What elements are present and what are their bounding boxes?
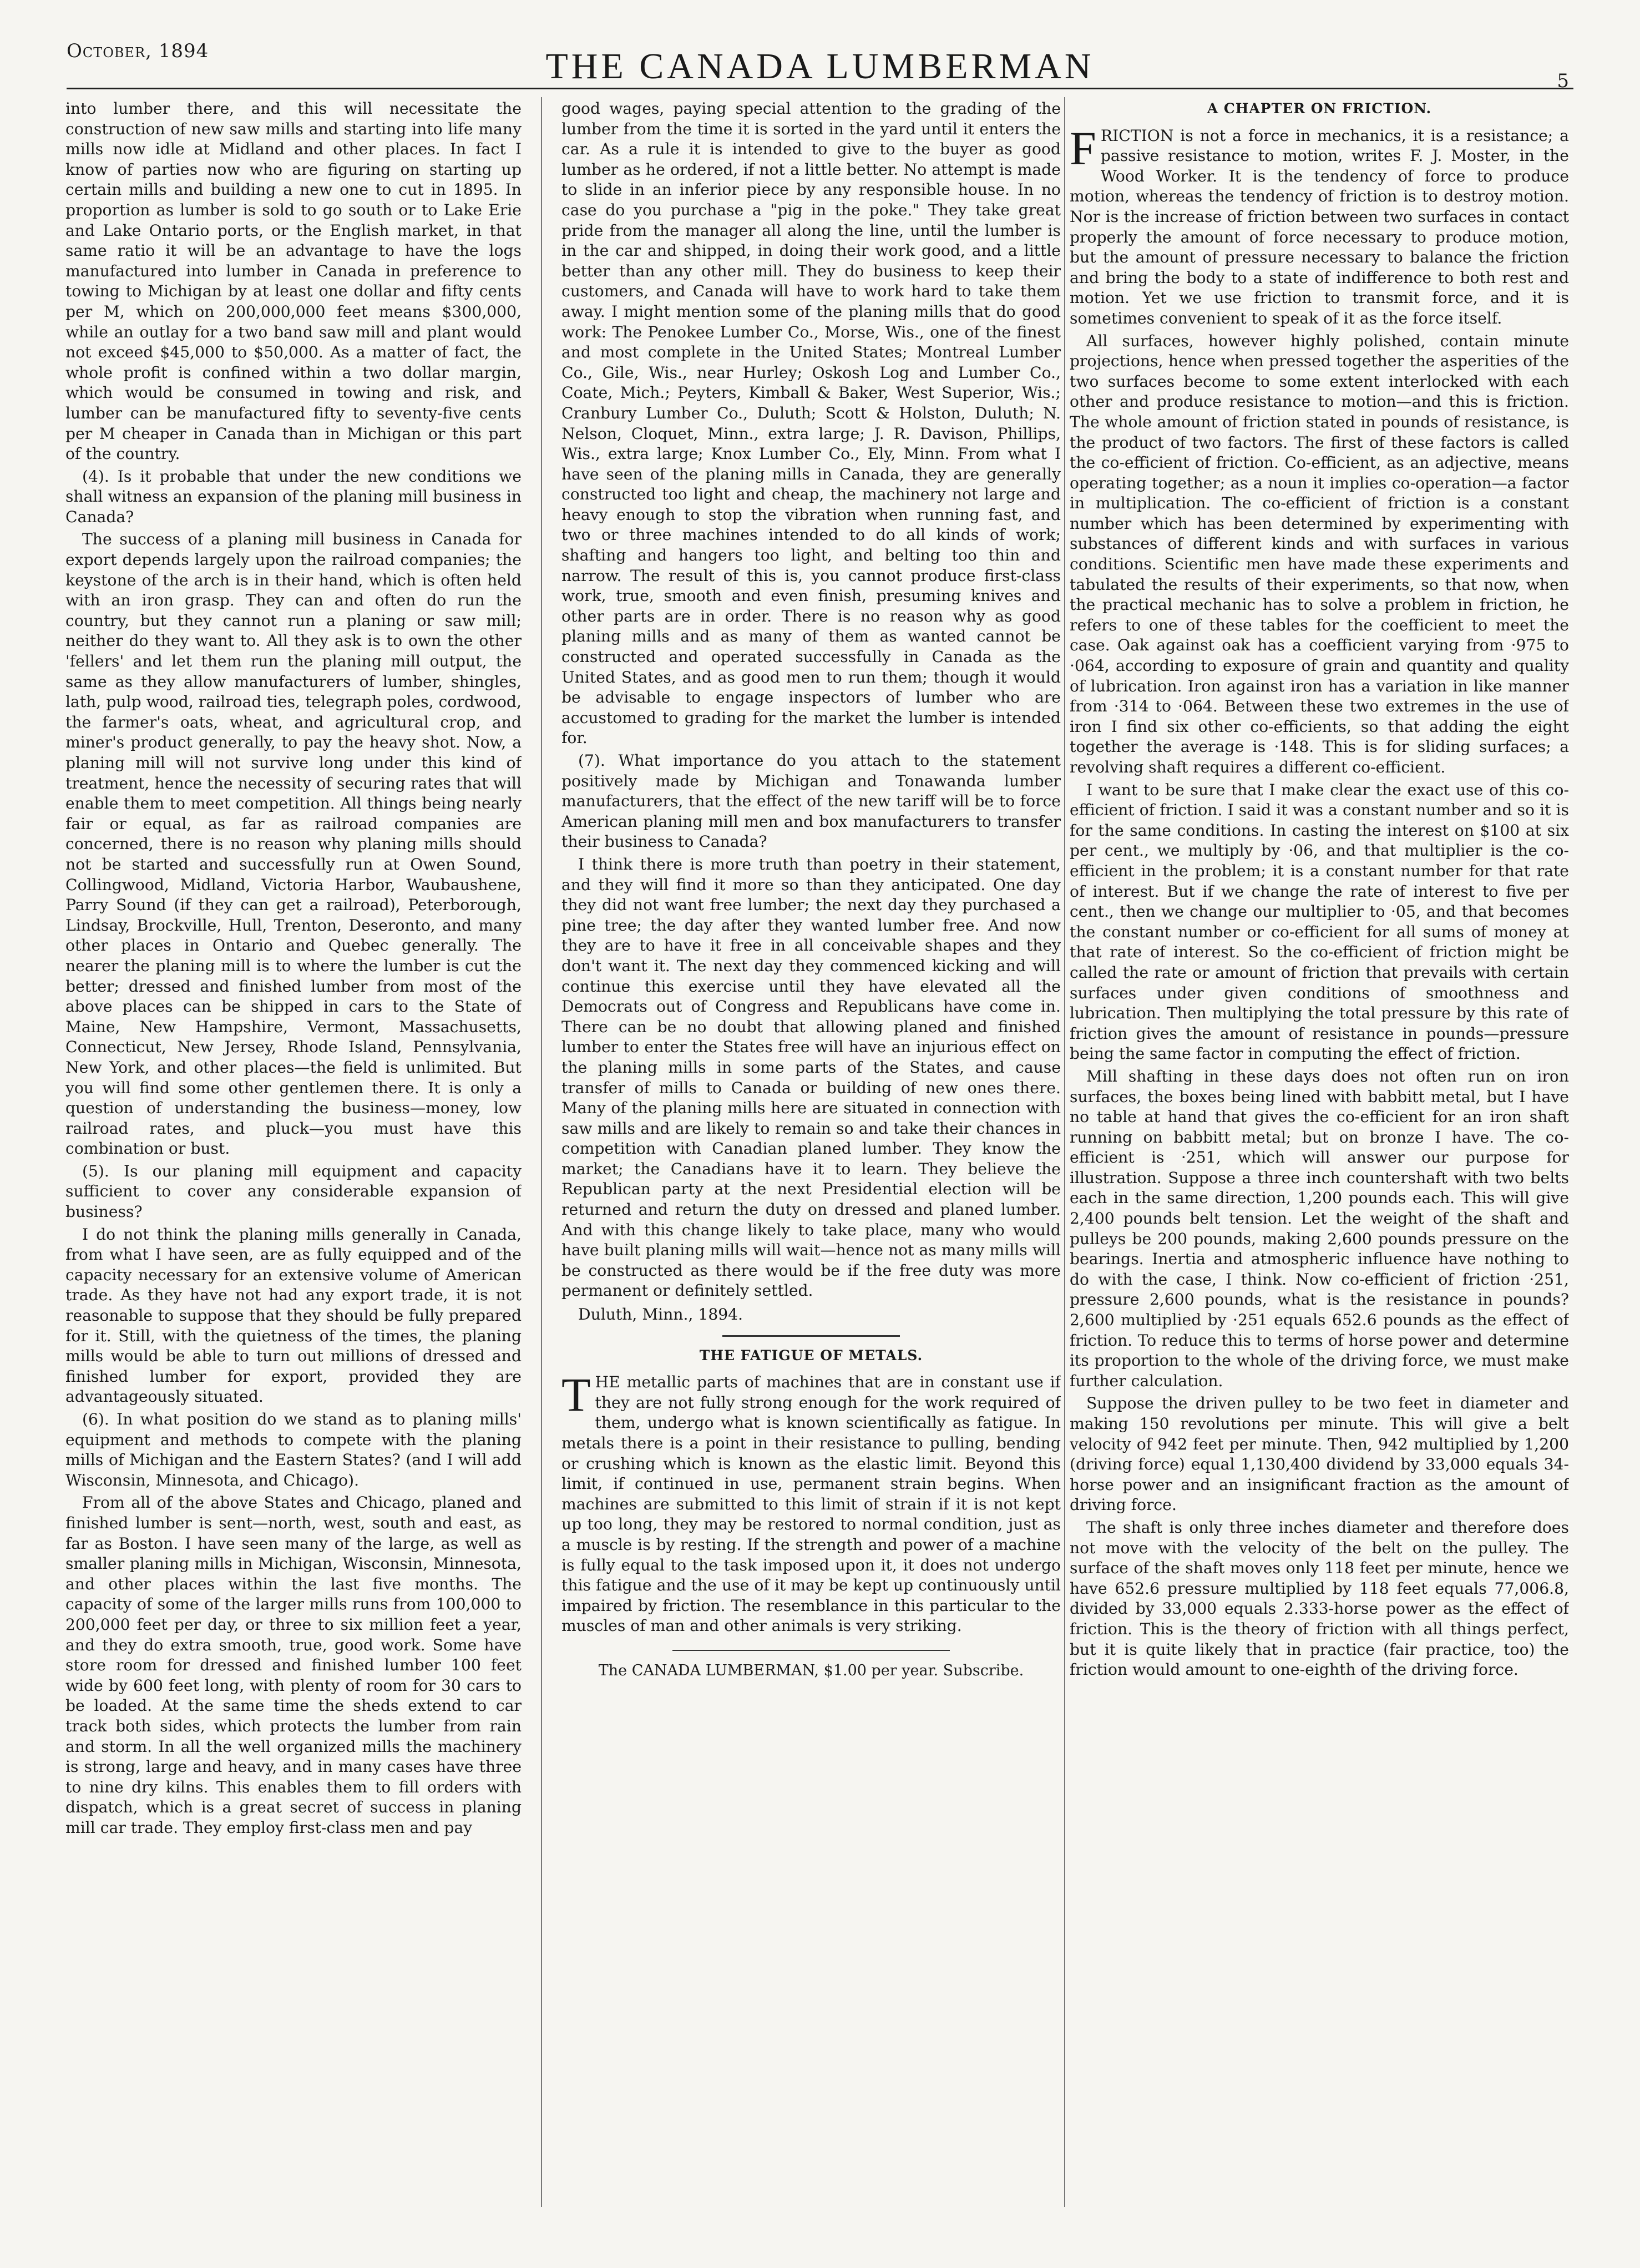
question-paragraph: (4). Is it probable that under the new conditions we shall witness an expansion of the planing mill business in Canada? xyxy=(65,467,522,526)
paragraph: good wages, paying special attention to the grading of the lumber from the time it is sorted in the yard until it enters the car. As a rule it is intended to give to the buyer as good lumber as he ordered, if not a little better. No attempt is made to slide in an inferior piece by any responsible house. In no case do you purchase a "pig in the poke." They take great pride from the manager all along the line, until the lumber is in the car and shipped, in doing their work good, and a little better than any other mill. They do business to keep their customers, and Canada will have to work hard to take them away. I might mention some of the planing mills that do good work: The Penokee Lumber Co., Morse, Wis., one of the finest and most complete in the United States; Montreal Lumber Co., Gile, Wis., near Hurley; Oskosh Log and Lumber Co., Coate, Mich.; Peyters, Kimball & Baker, West Superior, Wis.; Cranbury Lumber Co., Duluth; Scott & Holston, Duluth; N. Nelson, Cloquet, Minn., extra large; J. R. Davison, Phillips, Wis., extra large; Knox Lumber Co., Ely, Minn. From what I have seen of the planing mills in Canada, they are generally constructed too light and cheap, the machinery not large and heavy enough to stop the vibration when running fast, and two or three machines intended to do all kinds of work; shafting and hangers too light, and belting too thin and narrow. The result of this is, you cannot produce first-class work, true, smooth and even finish, presuming knives and other parts are in order. There is no reason why as good planing mills and as many of them as wanted cannot be constructed and operated successfully in Canada as the United States, and as good men to run them; though it would be advisable to engage inspectors of lumber who are accustomed to grading for the market the lumber is intended for. xyxy=(561,99,1061,747)
masthead-rule xyxy=(67,88,1573,89)
section-rule xyxy=(672,1650,950,1651)
drop-cap: F xyxy=(1070,121,1096,175)
fatigue-heading: THE FATIGUE OF METALS. xyxy=(699,1347,923,1363)
section-rule xyxy=(722,1335,900,1337)
drop-cap: T xyxy=(561,1368,591,1422)
question-paragraph: (7). What importance do you attach to the statement positively made by Michigan and Tonawanda lumber manufacturers, that the effect of the new tariff will be to force American planing mill men and box manufacturers to transfer their business to Canada? xyxy=(561,751,1061,851)
column-2 xyxy=(561,99,1061,2213)
column-divider xyxy=(1064,97,1065,2207)
paragraph: The shaft is only three inches diameter and therefore does not move with the velocity of the belt on the pulley. The surface of the shaft moves only 118 feet per minute, hence we have 652.6 pressure multiplied by 118 feet equals 77,006.8, divided by 33,000 equals 2.333-horse power as the effect of friction. This is the theory of friction with all things perfect, but it is quite likely that in practice (fair practice, too) the friction would amount to one-eighth of the driving force. xyxy=(1070,1518,1569,1679)
paragraph: The success of a planing mill business in Canada for export depends largely upon the railroad companies; the keystone of the arch is in their hand, which is often held with an iron grasp. They can and often do run the country, but they cannot run a planing or saw mill; neither do they want to. All they ask is to own the other 'fellers' and let them run the planing mill output, the same as they allow manufacturers of lumber, shingles, lath, pulp wood, railroad ties, telegraph poles, cordwood, the farmer's oats, wheat, and agricultural crop, and miner's product generally, to pay the heavy shot. Now, a planing mill will not survive long under this kind of treatment, hence the necessity of securing rates that will enable them to meet competition. All things being nearly fair or equal, as far as railroad companies are concerned, there is no reason why planing mills should not be started and successfully run at Owen Sound, Collingwood, Midland, Victoria Harbor, Waubaushene, Parry Sound (if they can get a railroad), Peterborough, Lindsay, Brockville, Hull, Trenton, Deseronto, and many other places in Ontario and Quebec generally. The nearer the planing mill is to where the lumber is cut the better; dressed and finished lumber from most of the above places can be shipped in cars to the State of Maine, New Hampshire, Vermont, Massachusetts, Connecticut, New Jersey, Rhode Island, Pennsylvania, New York, and other places—the field is unlimited. But you will find some other gentlemen there. It is only a question of understanding the business—money, low railroad rates, and pluck—you must have this combination or bust. xyxy=(65,530,522,1158)
paragraph: into lumber there, and this will necessitate the construction of new saw mills and starting into life many mills now idle at Midland and other places. In fact I know of parties now who are figuring on starting up certain mills and building a new one to cut in 1895. In proportion as lumber is sold to go south or to Lake Erie and Lake Ontario ports, or the English market, in that same ratio it will be an advantage to have the logs manufactured into lumber in Canada in preference to towing to Michigan by at least one dollar and fifty cents per M, which on 200,000,000 feet means $300,000, while an outlay for a two band saw mill and plant would not exceed $45,000 to $50,000. As a matter of fact, the whole profit is confined within a two dollar margin, which would be consumed in towing and risk, and lumber can be manufactured fifty to seventy-five cents per M cheaper in Canada than in Michigan or this part of the country. xyxy=(65,99,522,463)
paragraph: I do not think the planing mills generally in Canada, from what I have seen, are as fully equipped and of the capacity necessary for an extensive volume of American trade. As they have not had any export trade, it is not reasonable to suppose that they should be fully prepared for it. Still, with the quietness of the times, the planing mills would be able to turn out millions of dressed and finished lumber for export, provided they are advantageously situated. xyxy=(65,1225,522,1406)
page-number: 5 xyxy=(1557,70,1569,92)
issue-date: October, 1894 xyxy=(67,40,209,62)
subscription-notice: The CANADA LUMBERMAN, $1.00 per year. Subscribe. xyxy=(598,1661,1024,1679)
fatigue-text: HE metallic parts of machines that are in constant use if they are not fully strong enough for the work required of them, undergo what is known scientifically as fatigue. In metals there is a point in their resistance to pulling, bending or crushing which is known as the elastic limit. Beyond this limit, if continued in use, permanent strain begins. When machines are submitted to this limit of strain if it is not kept up too long, they may be restored to normal condition, just as a muscle is by resting. If the strength and power of a machine is fully equal to the task imposed upon it, it does not undergo this fatigue and the use of it may be kept up continuously until impaired by friction. The resemblance in this particular to the muscles of man and other animals is very striking. xyxy=(561,1373,1061,1635)
paragraph: Suppose the driven pulley to be two feet in diameter and making 150 revolutions per minute. This will give a belt velocity of 942 feet per minute. Then, 942 multiplied by 1,200 (driving force) equal 1,130,400 dividend by 33,000 equals 34-horse power and an insignificant fraction as the amount of driving force. xyxy=(1070,1394,1569,1514)
question-paragraph: (5). Is our planing mill equipment and capacity sufficient to cover any considerable expansion of business? xyxy=(65,1161,522,1221)
friction-intro-text: RICTION is not a force in mechanics, it is a resistance; a passive resistance to motion, writes F. J. Moster, in the Wood Worker. It is the tendency of force to produce motion, whereas the tendency of friction is to destroy motion. Nor is the increase of friction between two surfaces in contact properly the amount of force necessary to produce motion, but the amount of pressure necessary to balance the friction and bring the body to a state of indifference to both rest and motion. Yet we use friction to transmit force, and it is sometimes convenient to speak of it as the force itself. xyxy=(1070,126,1569,327)
dateline: Duluth, Minn., 1894. xyxy=(578,1305,743,1324)
friction-intro xyxy=(1070,121,1569,329)
paragraph: Mill shafting in these days does not often run on iron surfaces, the boxes being lined with babbitt metal, but I have no table at hand that gives the co-efficient for an iron shaft running on babbitt metal; but on bronze I have. The co-efficient is ·251, which will answer our purpose for illustration. Suppose a three inch countershaft with two belts each in the same direction, 1,200 pounds each. This will give 2,400 pounds belt tension. Let the weight of the shaft and pulleys be 200 pounds, making 2,600 pounds pressure on the bearings. Inertia and atmospheric influence have nothing to do with the case, I think. Now co-efficient of friction ·251, pressure 2,600 pounds, what is the resistance in pounds? 2,600 multiplied by ·251 equals 652.6 pounds as the effect of friction. To reduce this to terms of horse power and determine its proportion to the whole of the driving force, we must make further calculation. xyxy=(1070,1067,1569,1390)
paragraph: I think there is more truth than poetry in their statement, and they will find it more so than they anticipated. One day they did not want free lumber; the next day they purchased a pine tree; the day after they wanted lumber free. And now they are to have it free in all conceivable shapes and they don't want it. The next day they commenced kicking and will continue this exercise until they have elevated all the Democrats out of Congress and Republicans have come in. There can be no doubt that allowing planed and finished lumber to enter the States free will have an injurious effect on the planing mills in some parts of the States, and cause transfer of mills to Canada or building of new ones there. Many of the planing mills here are situated in connection with saw mills and are likely to remain so and take their chances in competition with Canadian planed lumber. They know the market; the Canadians have it to learn. They believe the Republican party at the next Presidential election will be returned and return the duty on dressed and planed lumber. And with this change likely to take place, many who would have built planing mills will wait—hence not as many mills will be constructed as there would be if the free duty was more permanent or definitely settled. xyxy=(561,855,1061,1300)
column-1 xyxy=(65,99,522,2213)
column-divider xyxy=(541,97,542,2207)
question-paragraph: (6). In what position do we stand as to planing mills' equipment and methods to compete with the planing mills of Michigan and the Eastern States? (and I will add Wisconsin, Minnesota, and Chicago). xyxy=(65,1410,522,1489)
paragraph: I want to be sure that I make clear the exact use of this co-efficient of friction. I said it was a constant number and so it is for the same conditions. In casting the interest on $100 at six per cent., we multiply by ·06, and that multiplier is the co-efficient in the problem; it is a constant number for that rate of interest. But if we change the rate of interest to five per cent., then we change our multiplier to ·05, and that becomes the constant number or co-efficient for all sums of money at that rate of interest. So the co-efficient of friction might be called the rate or amount of friction that prevails with certain surfaces under given conditions of smoothness and lubrication. Then multiplying the total pressure by this rate of friction gives the amount of resistance in pounds—pressure being the same factor in computing the effect of friction. xyxy=(1070,780,1569,1063)
paragraph: From all of the above States and Chicago, planed and finished lumber is sent—north, west, south and east, as far as Boston. I have seen many of the large, as well as smaller planing mills in Michigan, Wisconsin, Minnesota, and other places within the last five months. The capacity of some of the larger mills runs from 100,000 to 200,000 feet per day, or three to six million feet a year, and they do extra smooth, true, good work. Some have store room for dressed and finished lumber 100 feet wide by 600 feet long, with plenty of room for 30 cars to be loaded. At the same time the sheds extend to car track both sides, which protects the lumber from rain and storm. In all the well organized mills the machinery is strong, large and heavy, and in many cases have three to nine dry kilns. This enables them to fill orders with dispatch, which is a great secret of success in planing mill car trade. They employ first-class men and pay xyxy=(65,1493,522,1837)
friction-heading: A CHAPTER ON FRICTION. xyxy=(1207,100,1432,117)
column-3 xyxy=(1070,99,1569,2213)
masthead-title: THE CANADA LUMBERMAN xyxy=(545,46,1095,87)
paragraph: All surfaces, however highly polished, contain minute projections, hence when pressed together the asperities of the two surfaces become to some extent interlocked with each other and produce resistance to motion—and this is friction. The whole amount of friction stated in pounds of resistance, is the product of two factors. The first of these factors is called the co-efficient of friction. Co-efficient, as an adjective, means operating together; as a noun it implies co-operation—a factor in multiplication. The co-efficient of friction is a constant number which has been determined by experimenting with substances of different kinds and with surfaces in various conditions. Scientific men have made these experiments and tabulated the results of their experiments, so that now, when the practical mechanic has to solve a problem in friction, he refers to one of these tables for the coefficient to meet the case. Oak against oak has a coefficient varying from ·975 to ·064, according to exposure of grain and quantity and quality of lubrication. Iron against iron has a variation in like manner from ·314 to ·064. Between these two extremes in the use of iron I find six other co-efficients, so that adding the eight together the average is ·148. This is for sliding surfaces; a revolving shaft requires a different co-efficient. xyxy=(1070,331,1569,776)
fatigue-paragraph xyxy=(561,1368,1061,1636)
